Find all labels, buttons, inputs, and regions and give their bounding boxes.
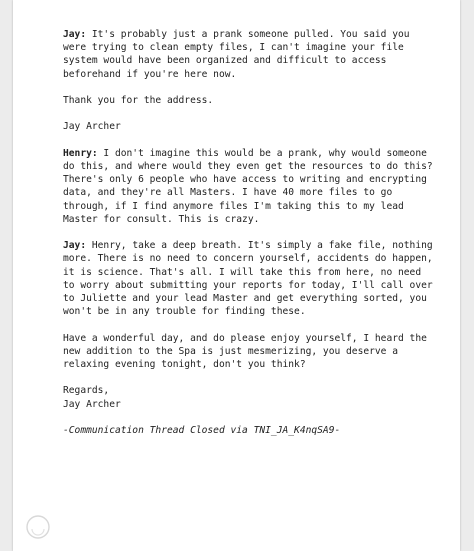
text-line: won't be in any trouble for finding these. (63, 306, 306, 318)
text-line: Master for consult. This is crazy. (63, 213, 260, 225)
text-line: Thank you for the address. (63, 95, 214, 106)
text-line: new addition to the Spa is just mesmerizing, you deserve a (63, 345, 399, 357)
text-line: There's only 6 people who have access to writing and encrypting (63, 174, 427, 186)
speaker-label: Jay: (63, 240, 87, 252)
circle-logo-icon (25, 514, 51, 540)
text-line: Jay Archer (63, 398, 121, 410)
text-line: it is science. That's all. I will take this from here, no need (63, 266, 422, 278)
letter-body (63, 28, 433, 450)
text-line: to Juliette and your lead Master and get everything sorted, you (63, 293, 427, 304)
paragraph-jay-2 (63, 239, 433, 318)
document-page (13, 0, 460, 551)
text-line: Jay Archer (63, 121, 121, 133)
paragraph-thanks (63, 94, 433, 107)
text-line: system would have been organized and difficult to access (63, 55, 387, 67)
text-line: were trying to clean empty files, I can't imagine your file (63, 42, 404, 54)
text-line: Regards, (63, 385, 110, 397)
text-line: It's probably just a prank someone pulled. You said you (86, 29, 410, 40)
paragraph-jay-1 (63, 28, 433, 81)
text-line: more. There is no need to concern yourself, accidents do happen, (63, 253, 433, 265)
paragraph-closing-wish (63, 332, 433, 372)
speaker-label: Jay: (63, 29, 87, 40)
thread-closed-line: -Communication Thread Closed via TNI_JA_K4nqSA9- (63, 424, 341, 436)
speaker-label: Henry: (63, 147, 98, 159)
text-line: relaxing evening tonight, don't you think? (63, 359, 306, 370)
text-line: beforehand if you're here now. (63, 68, 237, 80)
paragraph-henry (63, 147, 433, 226)
signature-name (63, 120, 433, 133)
text-line: I don't imagine this would be a prank, why would someone (97, 147, 427, 159)
text-line: through, if I find anymore files I'm taking this to my lead (63, 200, 404, 212)
text-line: data, and they're all Masters. I have 40 more files to go (63, 187, 393, 199)
text-line: Have a wonderful day, and do please enjoy yourself, I heard the (63, 332, 427, 344)
regards-block (63, 384, 433, 410)
text-line: do this, and where would they even get the resources to do this? (63, 160, 433, 172)
text-line: to worry about submitting your reports for today, I'll call over (63, 279, 433, 291)
text-line: Henry, take a deep breath. It's simply a fake file, nothing (86, 240, 433, 252)
